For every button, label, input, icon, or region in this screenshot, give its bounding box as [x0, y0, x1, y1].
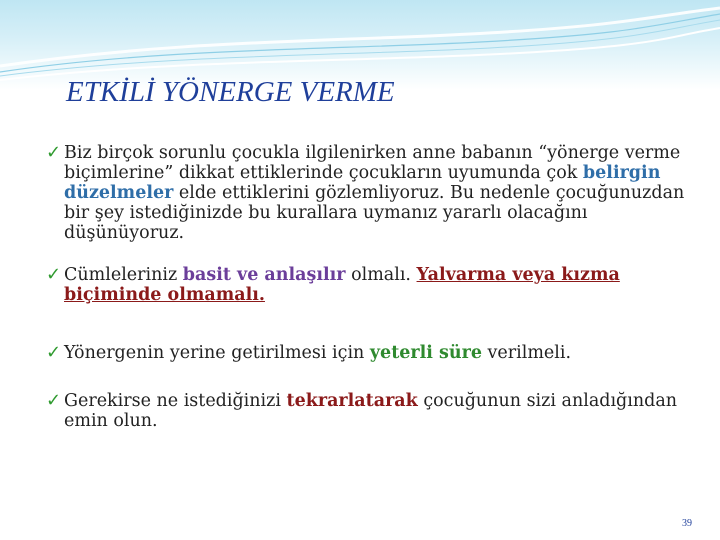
check-mark-icon: ✓ — [46, 390, 62, 411]
bullet-text: elde ettiklerini gözlemliyoruz. Bu nedenle çocuğunuzdan bir şey istediğinizde bu kurallara uymanız yararlı olacağını düşünüyoruz. — [64, 183, 685, 243]
highlight-text: yeterli süre — [369, 343, 482, 363]
highlight-text: Yalvarma veya kızma biçiminde olmamalı. — [64, 265, 620, 305]
bullet-text: Yönergenin yerine getirilmesi için — [64, 343, 370, 363]
page-number: 39 — [682, 518, 692, 529]
bullet-text: Cümleleriniz — [64, 265, 183, 285]
highlight-text: tekrarlatarak — [286, 391, 418, 411]
bullet-item — [46, 343, 701, 363]
bullet-item — [46, 265, 701, 305]
bullet-text: Gerekirse ne istediğinizi — [64, 391, 287, 411]
bullet-item — [46, 143, 701, 243]
highlight-text: belirgin düzelmeler — [64, 163, 661, 203]
check-mark-icon: ✓ — [46, 142, 62, 163]
slide-title: ETKİLİ YÖNERGE VERME — [66, 76, 395, 108]
check-mark-icon: ✓ — [46, 264, 62, 285]
highlight-text: basit ve anlaşılır — [182, 265, 346, 285]
bullet-text: olmalı. — [345, 265, 417, 285]
bullet-text: verilmeli. — [481, 343, 572, 363]
bullet-text: çocuğunun sizi anladığından emin olun. — [64, 391, 678, 431]
bullet-text: Biz birçok sorunlu çocukla ilgilenirken anne babanın “yönerge verme biçimlerine” dikkat ettiklerinde çocukların uyumunda çok — [64, 143, 681, 183]
bullet-item — [46, 391, 701, 431]
check-mark-icon: ✓ — [46, 342, 62, 363]
bullet-list — [46, 143, 701, 431]
